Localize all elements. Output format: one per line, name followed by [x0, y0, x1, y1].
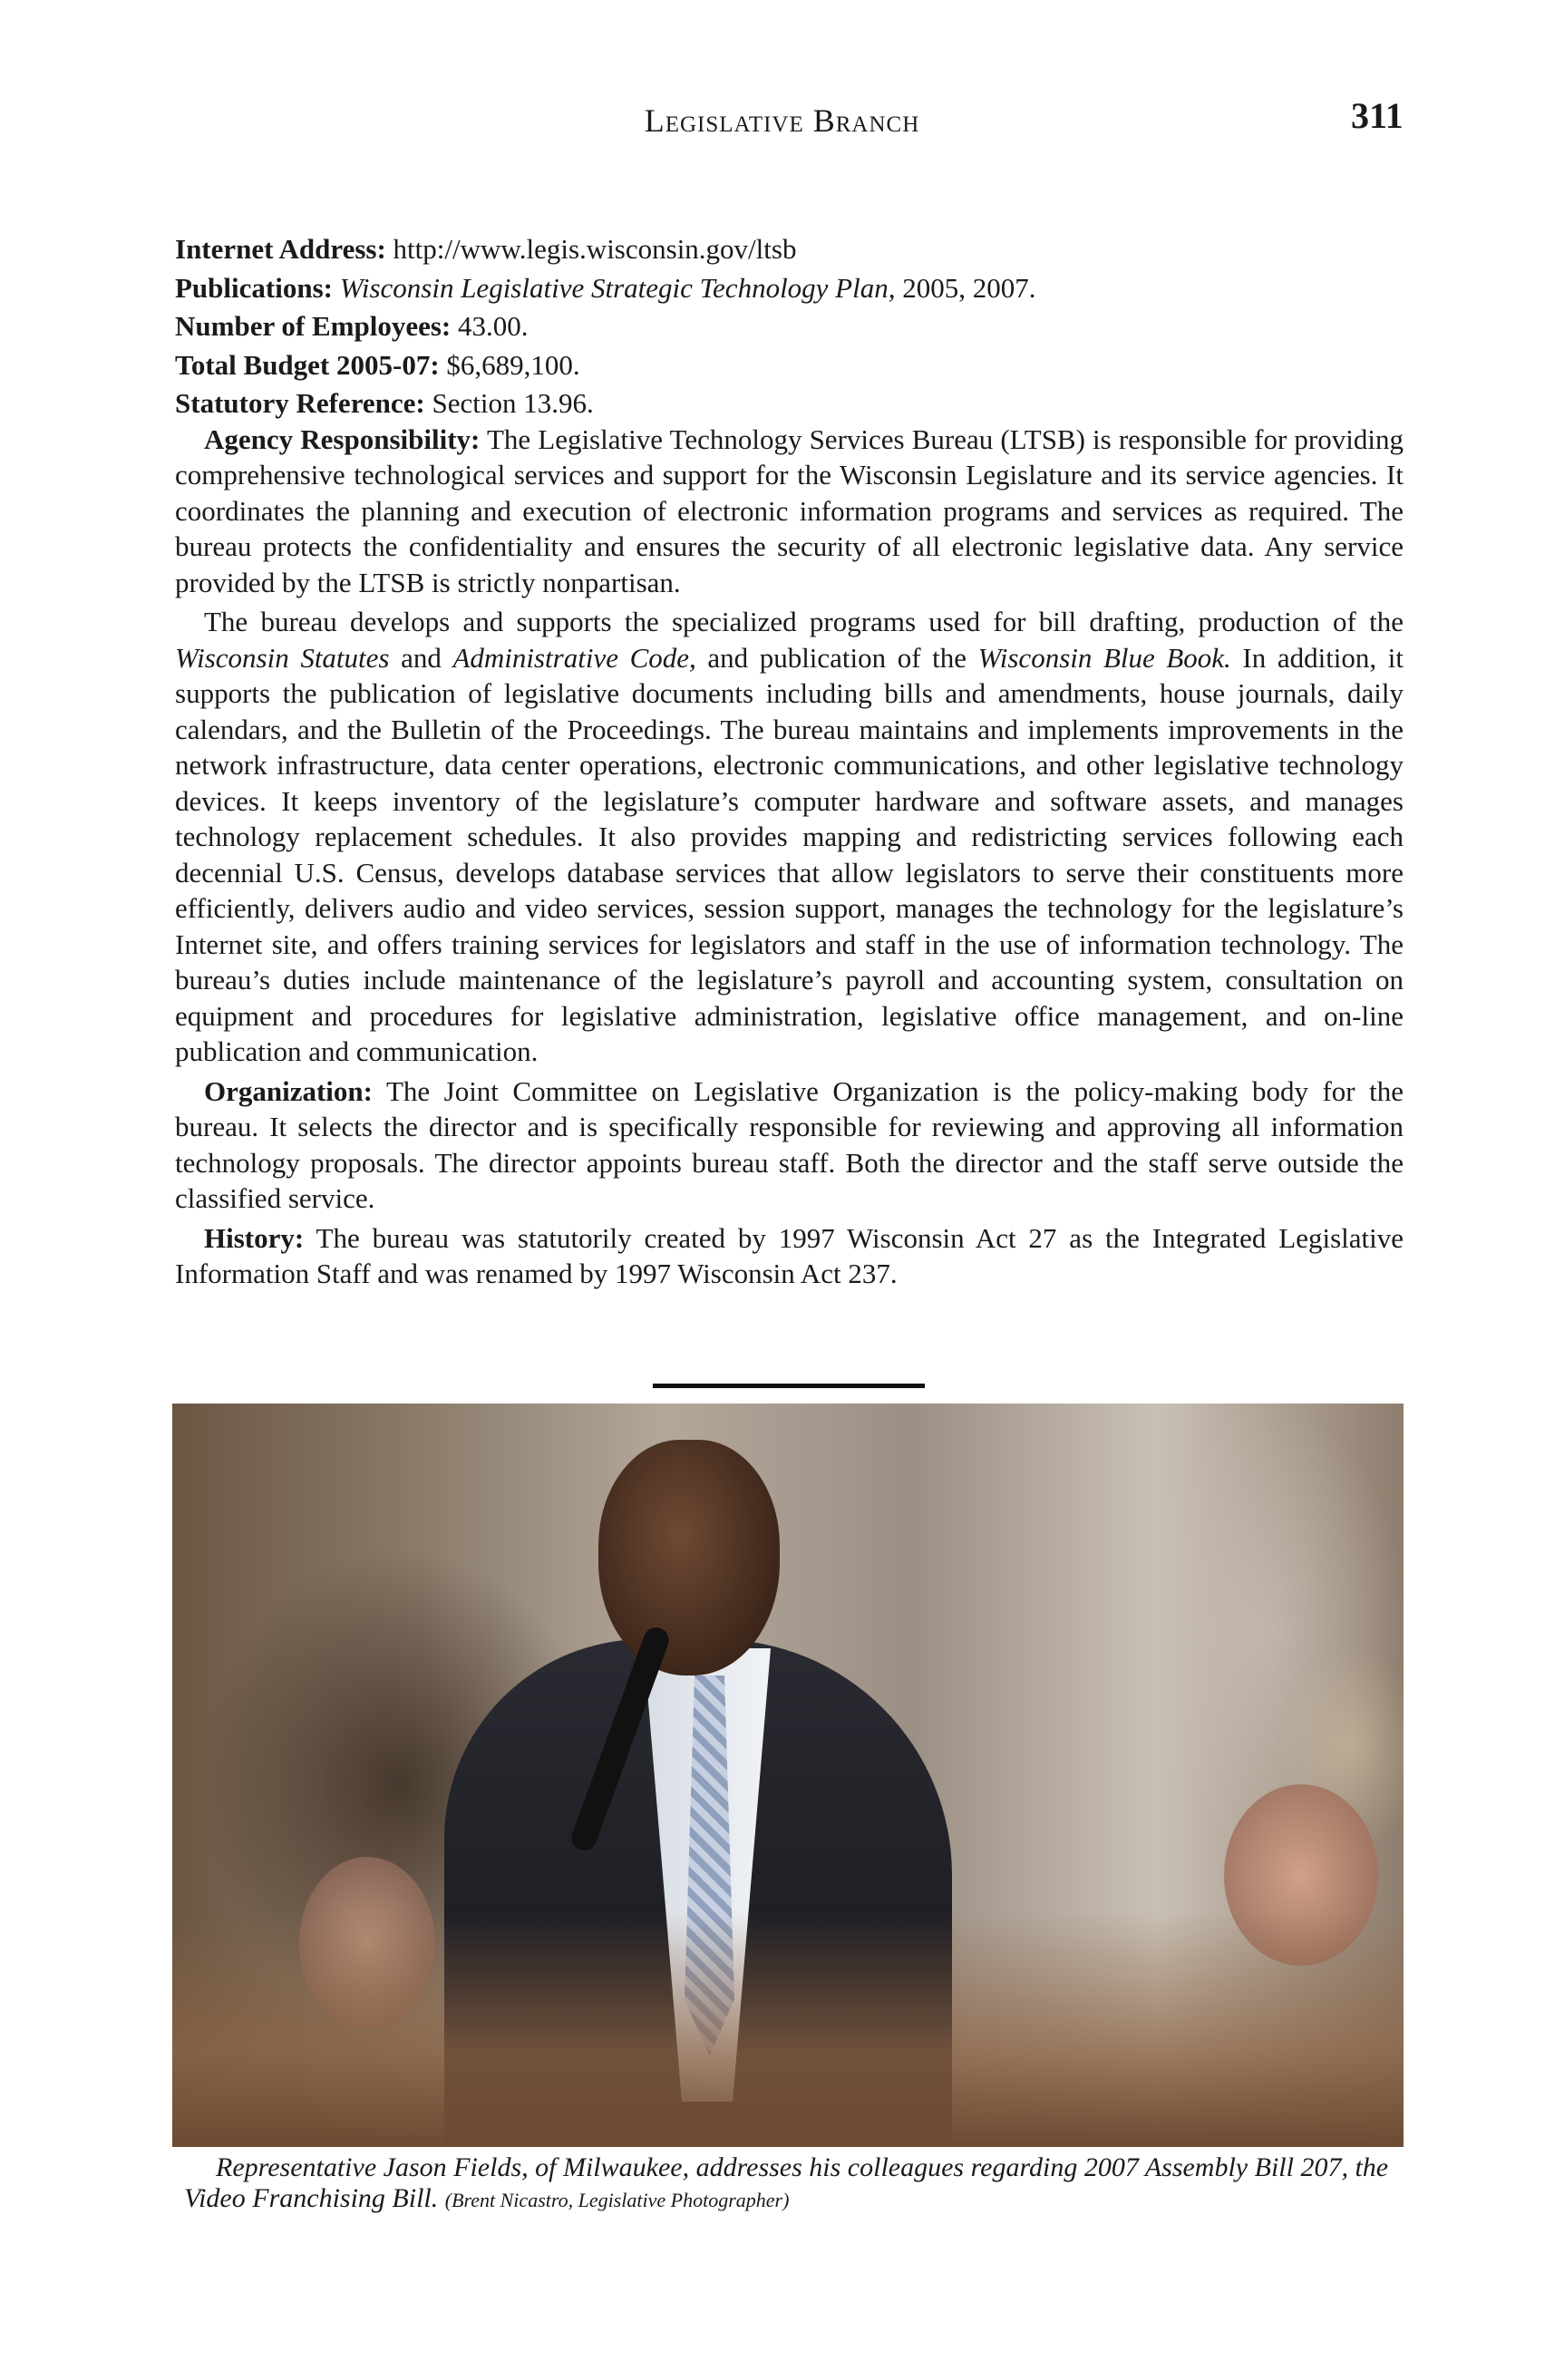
statutory-reference-field — [175, 385, 1404, 422]
paragraph-label: Agency Responsibility: — [204, 423, 481, 455]
history-paragraph — [175, 1220, 1404, 1292]
legislator-photo — [172, 1404, 1404, 2147]
budget-value: $6,689,100. — [446, 348, 580, 381]
paragraph-label: History: — [204, 1221, 305, 1254]
paragraph-text: and publication of the — [695, 641, 978, 674]
budget-field — [175, 347, 1404, 384]
paragraph-text: The bureau was statutorily created by 1997 Wisconsin Act 27 as the Integrated Legislative Information Staff and was renamed by 1997 Wisconsin Act 237. — [175, 1221, 1404, 1289]
paragraph-label: Organization: — [204, 1074, 373, 1107]
field-label: Publications: — [175, 271, 333, 304]
section-divider — [653, 1384, 925, 1388]
paragraph-text: The bureau develops and supports the specialized programs used for bill drafting, production of the — [204, 606, 1404, 637]
field-label: Number of Employees: — [175, 310, 452, 342]
page-number: 311 — [1351, 95, 1404, 136]
internet-address-value: http://www.legis.wisconsin.gov/ltsb — [393, 233, 797, 265]
paragraph-text: In addition, it supports the publication of legislative documents including bills and amendments, house journals, daily calendars, and the Bulletin of the Proceedings. The bureau maintains and implements improvements in the network infrastructure, data center operations, electronic communications, and other legislative technology devices. It keeps inventory of the legislature’s computer hardware and software assets, and manages technology replacement schedules. It also provides mapping and redistricting services following each decennial U.S. Census, develops database services that allow legislators to serve their constituents more efficiently, delivers audio and video services, session support, manages the technology for the legislature’s Internet site, and offers training services for legislators and staff in the use of information technology. The bureau’s duties include maintenance of the legislature’s payroll and accounting system, consultation on equipment and procedures for legislative administration, legislative office management, and on-line publication and communication. — [175, 641, 1404, 1067]
speaker-head — [598, 1440, 780, 1676]
organization-paragraph — [175, 1073, 1404, 1217]
desk-foreground — [172, 1911, 1404, 2147]
italic-title: Wisconsin Statutes — [175, 641, 390, 674]
field-label: Total Budget 2005-07: — [175, 348, 440, 381]
paragraph-text: The Joint Committee on Legislative Organization is the policy-making body for the bureau. It selects the director and is specifically responsible for reviewing and approving all information technology proposals. The director appoints bureau staff. Both the director and the staff serve outside the classified service. — [175, 1074, 1404, 1214]
running-head: Legislative Branch — [644, 102, 920, 139]
italic-title: Wisconsin Blue Book. — [977, 641, 1231, 674]
field-label: Internet Address: — [175, 233, 386, 265]
publication-title: Wisconsin Legislative Strategic Technology Plan, — [339, 271, 896, 304]
photo-caption — [184, 2152, 1399, 2216]
field-label: Statutory Reference: — [175, 387, 425, 419]
duties-paragraph — [175, 604, 1404, 1070]
employees-value: 43.00. — [457, 310, 529, 342]
paragraph-text: The Legislative Technology Services Bureau (LTSB) is responsible for providing comprehensive technological services and support for the Wisconsin Legislature and its service agencies. It coordinates the planning and execution of electronic information programs and services as required. The bureau protects the confidentiality and ensures the security of all electronic legislative data. Any service provided by the LTSB is strictly nonpartisan. — [175, 423, 1404, 598]
publications-field — [175, 270, 1404, 306]
statutory-reference-value: Section 13.96. — [432, 387, 594, 419]
page-body — [175, 231, 1404, 1292]
employees-field — [175, 308, 1404, 345]
paragraph-text: and — [389, 641, 453, 674]
publication-years: 2005, 2007. — [895, 271, 1036, 304]
caption-text: Representative Jason Fields, of Milwaukee, addresses his colleagues regarding 2007 Assembly Bill 207, the Video Franchising Bill. — [184, 2152, 1389, 2213]
internet-address-field — [175, 231, 1404, 267]
agency-responsibility-paragraph — [175, 422, 1404, 601]
italic-title: Administrative Code, — [452, 641, 696, 674]
photo-credit: (Brent Nicastro, Legislative Photographer) — [444, 2189, 790, 2211]
